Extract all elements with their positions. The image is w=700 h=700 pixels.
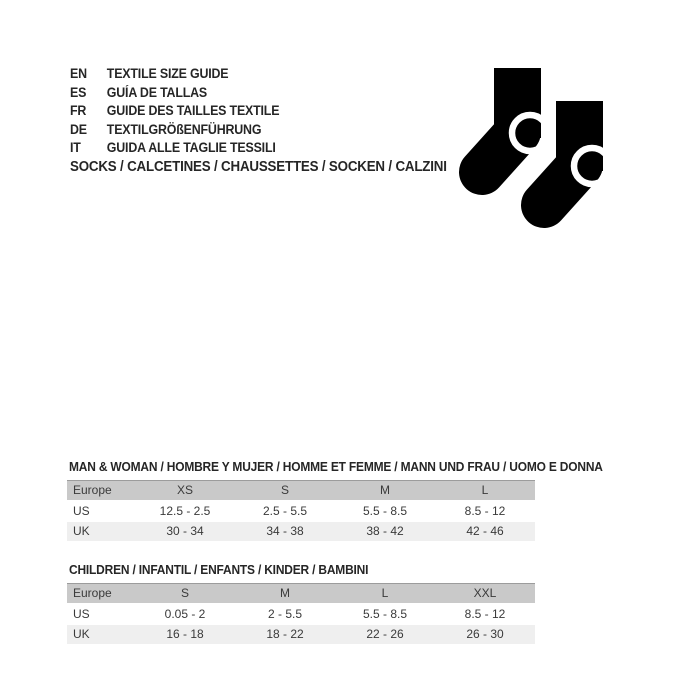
size-cell: 2.5 - 5.5 <box>235 501 335 522</box>
size-cell: 38 - 42 <box>335 522 435 542</box>
lang-row-de <box>70 121 279 140</box>
man-woman-table-title: MAN & WOMAN / HOMBRE Y MUJER / HOMME ET FEMME / MANN UND FRAU / UOMO E DONNA <box>69 459 603 474</box>
column-header-size: M <box>235 584 335 605</box>
column-header-size: L <box>435 481 535 502</box>
column-header-size: M <box>335 481 435 502</box>
size-cell: 8.5 - 12 <box>435 604 535 625</box>
lang-label: GUIDE DES TAILLES TEXTILE <box>106 103 280 119</box>
children-size-table <box>67 583 535 644</box>
children-section <box>67 562 535 644</box>
man-woman-size-table <box>67 480 535 541</box>
size-cell: 0.05 - 2 <box>135 604 235 625</box>
table-header-row <box>67 584 535 605</box>
socks-icon <box>458 68 608 230</box>
man-woman-section <box>67 459 603 541</box>
table-row-us <box>67 501 535 522</box>
table-row-us <box>67 604 535 625</box>
lang-label: GUIDA ALLE TAGLIE TESSILI <box>106 140 276 156</box>
region-label: UK <box>67 625 135 645</box>
lang-label: TEXTILE SIZE GUIDE <box>106 66 229 81</box>
region-label: US <box>67 501 135 522</box>
column-header-size: S <box>235 481 335 502</box>
size-cell: 30 - 34 <box>135 522 235 542</box>
lang-row-en <box>70 65 279 84</box>
size-cell: 12.5 - 2.5 <box>135 501 235 522</box>
lang-code: DE <box>70 121 87 137</box>
table-row-uk <box>67 625 535 645</box>
size-cell: 34 - 38 <box>235 522 335 542</box>
lang-code: IT <box>70 140 81 156</box>
table-header-row <box>67 481 535 502</box>
table-row-uk <box>67 522 535 542</box>
children-table-title: CHILDREN / INFANTIL / ENFANTS / KINDER / BAMBINI <box>69 562 369 577</box>
size-cell: 5.5 - 8.5 <box>335 501 435 522</box>
size-cell: 22 - 26 <box>335 625 435 645</box>
size-cell: 2 - 5.5 <box>235 604 335 625</box>
product-category-line: SOCKS / CALCETINES / CHAUSSETTES / SOCKEN / CALZINI <box>70 159 447 175</box>
sock-front <box>544 95 608 205</box>
sock-back <box>482 68 548 172</box>
size-cell: 16 - 18 <box>135 625 235 645</box>
size-cell: 26 - 30 <box>435 625 535 645</box>
lang-code: ES <box>70 84 87 100</box>
column-header-europe: Europe <box>67 481 135 502</box>
column-header-size: S <box>135 584 235 605</box>
column-header-europe: Europe <box>67 584 135 605</box>
region-label: UK <box>67 522 135 542</box>
lang-code: EN <box>70 66 87 81</box>
lang-label: GUÍA DE TALLAS <box>106 84 208 100</box>
column-header-size: L <box>335 584 435 605</box>
language-title-block <box>70 65 298 158</box>
size-cell: 5.5 - 8.5 <box>335 604 435 625</box>
size-cell: 8.5 - 12 <box>435 501 535 522</box>
lang-label: TEXTILGRÖßENFÜHRUNG <box>106 121 262 137</box>
column-header-size: XS <box>135 481 235 502</box>
size-cell: 42 - 46 <box>435 522 535 542</box>
column-header-size: XXL <box>435 584 535 605</box>
lang-row-fr <box>70 102 279 121</box>
lang-code: FR <box>70 103 87 119</box>
size-cell: 18 - 22 <box>235 625 335 645</box>
region-label: US <box>67 604 135 625</box>
lang-row-es <box>70 84 279 103</box>
lang-row-it <box>70 139 279 158</box>
